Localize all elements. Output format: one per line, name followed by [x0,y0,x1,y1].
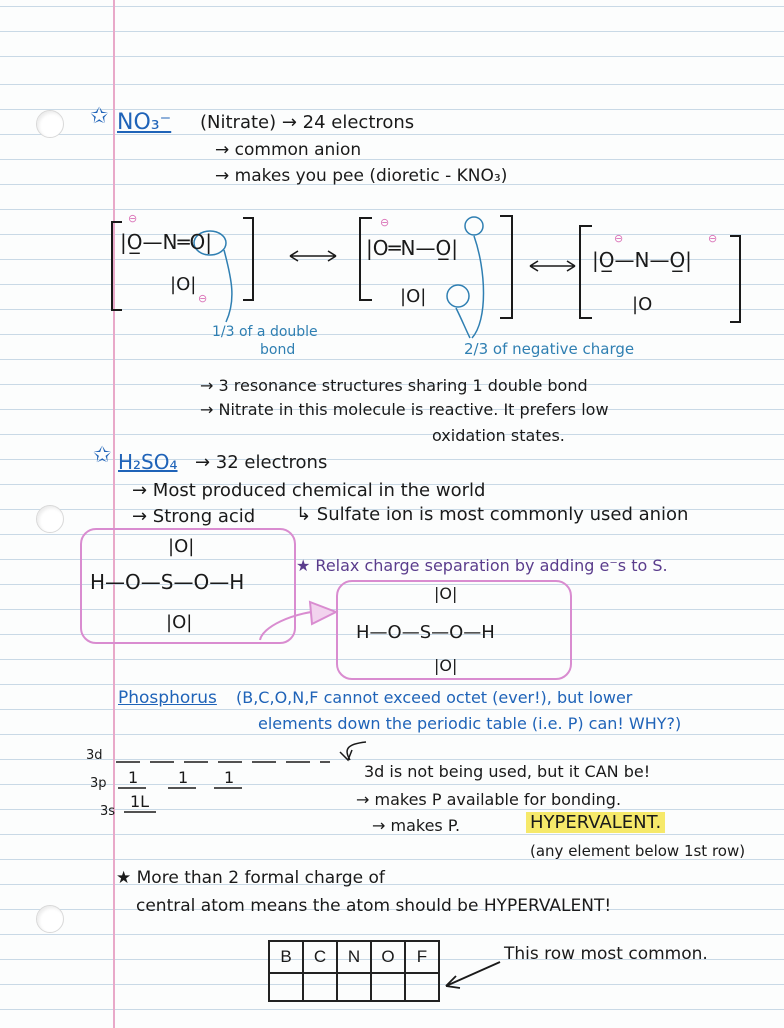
hypervalent-rule: ★ More than 2 formal charge of [116,868,385,888]
nitrate-bullet: → common anion [215,140,362,160]
structure-oxygen: |O| [168,536,195,557]
table-note: This row most common. [504,944,708,964]
nitrate-summary: oxidation states. [432,426,565,445]
star-icon: ✩ [90,104,109,129]
formal-charge: ⊖ [128,212,138,225]
orbital-electron: 1 [224,768,235,787]
element-cell: F [405,941,439,973]
annotation: bond [260,342,296,358]
annotation: 2/3 of negative charge [464,340,635,358]
resonance-structure-1-bottom: |O| [170,274,197,295]
structure-oxygen: |O| [166,612,193,633]
orbital-electron: 1 [178,768,189,787]
formal-charge: ⊖ [380,216,390,229]
phosphorus-note: elements down the periodic table (i.e. P) can! WHY?) [258,714,682,733]
orbital-label: 3p [90,776,107,791]
resonance-structure-1: |O̲—N═O| [120,230,212,254]
orbital-electron: 1 [128,768,139,787]
phosphorus-reason: (any element below 1st row) [530,842,746,860]
nitrate-summary: → Nitrate in this molecule is reactive. It prefers low [200,400,609,419]
element-cell: N [337,941,371,973]
nitrate-name: (Nitrate) → 24 electrons [200,112,415,133]
structure-chain: H—O—S—O—H [90,570,245,594]
phosphorus-note: (B,C,O,N,F cannot exceed octet (ever!), but lower [236,688,633,707]
structure-oxygen: |O| [434,584,458,603]
phosphorus-title: Phosphorus [118,688,217,708]
star-icon: ✩ [93,443,112,468]
structure-chain: H—O—S—O—H [356,622,495,643]
element-cell: C [303,941,337,973]
orbital-label: 3s [100,804,116,819]
sulfuric-bullet: ↳ Sulfate ion is most commonly used anion [296,504,689,525]
element-cell: B [269,941,303,973]
phosphorus-reason: 3d is not being used, but it CAN be! [364,762,651,781]
resonance-structure-3: |O̲—N—O̲| [592,248,692,272]
sulfuric-title: H₂SO₄ [118,450,178,474]
nitrate-bullet: → makes you pee (dioretic - KNO₃) [215,166,508,186]
phosphorus-reason: → makes P. [372,816,461,835]
formal-charge: ⊖ [198,292,208,305]
resonance-structure-2: |O═N—O̲| [366,236,458,260]
structure-oxygen: |O| [434,656,458,675]
formal-charge: ⊖ [614,232,624,245]
element-cell: O [371,941,405,973]
sulfuric-bullet: → Most produced chemical in the world [132,480,486,501]
sulfuric-bullet: → Strong acid [132,506,256,527]
resonance-structure-3-bottom: |O [632,294,653,315]
relax-note: ★ Relax charge separation by adding e⁻s to S. [296,556,668,575]
orbital-electron: 1L [130,792,150,811]
formal-charge: ⊖ [708,232,718,245]
orbital-label: 3d [86,748,103,763]
sulfuric-electrons: → 32 electrons [195,452,328,473]
nitrate-summary: → 3 resonance structures sharing 1 double bond [200,376,588,395]
annotation: 1/3 of a double [212,324,318,340]
hypervalent-rule: central atom means the atom should be HYPERVALENT! [136,896,612,916]
resonance-structure-2-bottom: |O| [400,286,427,307]
hypervalent-highlight: HYPERVALENT. [526,812,665,833]
nitrate-title: NO₃⁻ [117,110,172,135]
phosphorus-reason: → makes P available for bonding. [356,790,622,809]
